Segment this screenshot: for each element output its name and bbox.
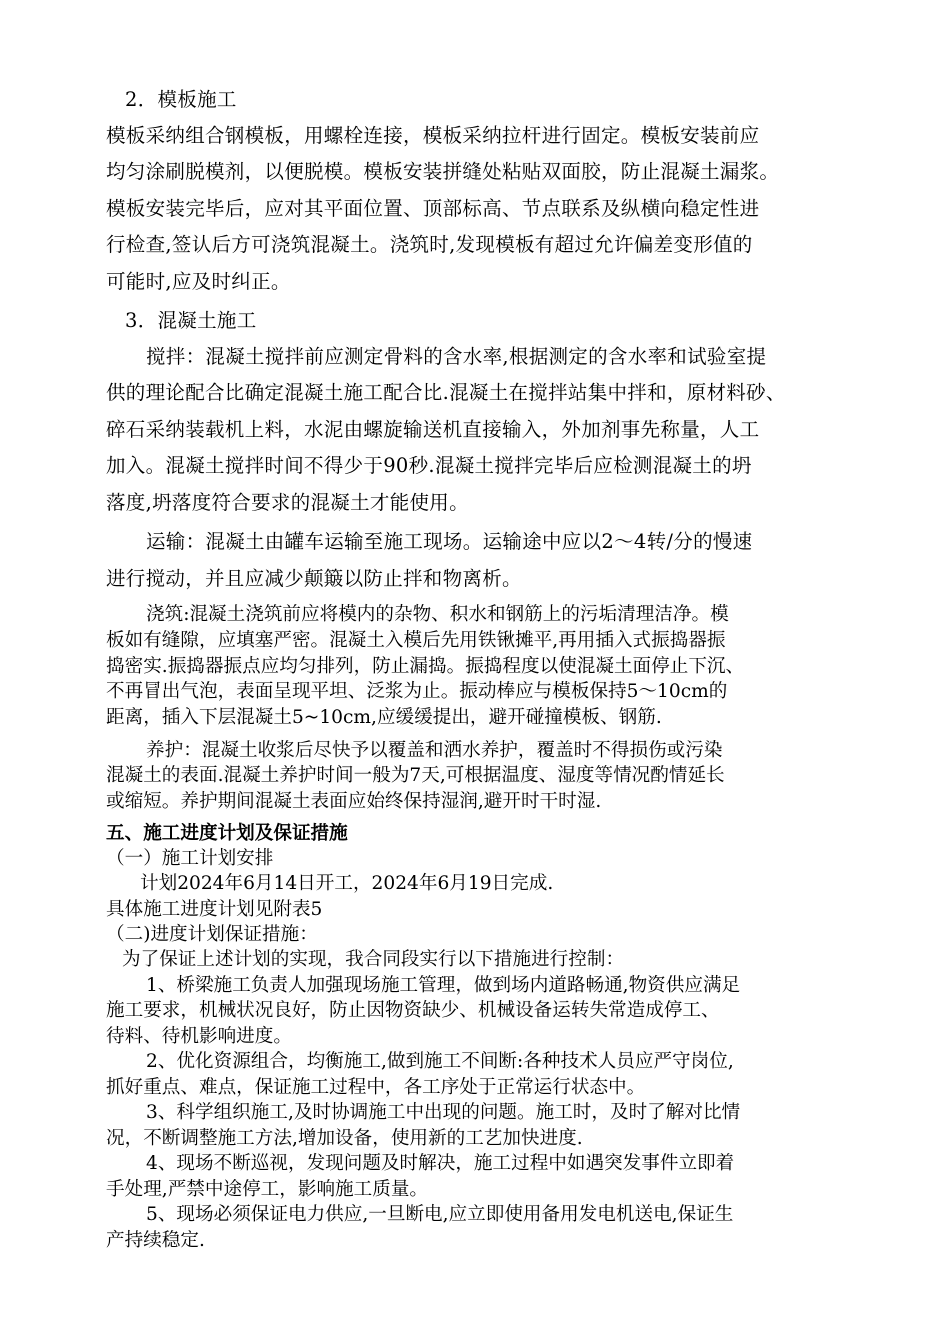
intro-line: 为了保证上述计划的实现，我合同段实行以下措施进行控制：	[122, 949, 625, 970]
paragraph-line: 不再冒出气泡，表面呈现平坦、泛浆为止。振动棒应与模板保持5～10cm的	[106, 681, 728, 702]
section-heading-concrete: 3．混凝土施工	[125, 309, 257, 332]
paragraph-line: 搅拌：混凝土搅拌前应测定骨料的含水率,根据测定的含水率和试验室提	[146, 345, 767, 368]
paragraph-line: 运输：混凝土由罐车运输至施工现场。运输途中应以2～4转/分的慢速	[146, 530, 753, 553]
measure-line: 施工要求，机械状况良好，防止因物资缺少、机械设备运转失常造成停工、	[106, 1000, 720, 1021]
measure-line: 2、优化资源组合，均衡施工,做到施工不间断:各种技术人员应严守岗位,	[146, 1051, 734, 1072]
paragraph-line: 距离，插入下层混凝土5~10cm,应缓缓提出，避开碰撞模板、钢筋.	[106, 707, 662, 728]
measure-line: 5、现场必须保证电力供应,一旦断电,应立即使用备用发电机送电,保证生	[146, 1204, 734, 1225]
measure-line: 3、科学组织施工,及时协调施工中出现的问题。施工时，及时了解对比情	[146, 1102, 741, 1123]
paragraph-line: 或缩短。养护期间混凝土表面应始终保持湿润,避开时干时湿.	[106, 791, 602, 812]
subsection-heading: （一）施工计划安排	[106, 848, 274, 869]
paragraph-line: 捣密实.振捣器振点应均匀排列，防止漏捣。振捣程度以使混凝土面停止下沉、	[106, 656, 745, 677]
paragraph-line: 落度,坍落度符合要求的混凝土才能使用。	[106, 491, 469, 514]
paragraph-line: 养护：混凝土收浆后尽快予以覆盖和洒水养护，覆盖时不得损伤或污染	[146, 740, 723, 761]
paragraph-line: 行检查,签认后方可浇筑混凝土。浇筑时,发现模板有超过允许偏差变形值的	[106, 233, 753, 256]
paragraph-line: 模板采纳组合钢模板，用螺栓连接，模板采纳拉杆进行固定。模板安装前应	[106, 124, 760, 147]
paragraph-line: 混凝土的表面.混凝土养护时间一般为7天,可根据温度、湿度等情况酌情延长	[106, 765, 725, 786]
measure-line: 抓好重点、难点，保证施工过程中，各工序处于正常运行状态中。	[106, 1077, 646, 1098]
paragraph-line: 模板安装完毕后，应对其平面位置、顶部标高、节点联系及纵横向稳定性进	[106, 197, 760, 220]
measure-line: 产持续稳定.	[106, 1230, 205, 1251]
paragraph-line: 进行搅动，并且应减少颠簸以防止拌和物离析。	[106, 567, 522, 590]
measure-line: 1、桥梁施工负责人加强现场施工管理，做到场内道路畅通,物资供应满足	[146, 975, 741, 996]
measure-line: 待料、待机影响进度。	[106, 1026, 292, 1047]
paragraph-line: 碎石采纳装载机上料，水泥由螺旋输送机直接输入，外加剂事先称量，人工	[106, 418, 760, 441]
paragraph-line: 浇筑:混凝土浇筑前应将模内的杂物、积水和钢筋上的污垢清理洁净。模	[146, 604, 729, 625]
plan-line: 计划2024年6月14日开工，2024年6月19日完成.	[140, 873, 554, 894]
measure-line: 手处理,严禁中途停工，影响施工质量。	[106, 1179, 429, 1200]
paragraph-line: 供的理论配合比确定混凝土施工配合比.混凝土在搅拌站集中拌和，原材料砂、	[106, 381, 786, 404]
measure-line: 况，不断调整施工方法,增加设备，使用新的工艺加快进度.	[106, 1128, 583, 1149]
section-heading-formwork: 2．模板施工	[125, 88, 237, 111]
paragraph-line: 均匀涂刷脱模剂，以便脱模。模板安装拼缝处粘贴双面胶，防止混凝土漏浆。	[106, 160, 780, 183]
attachment-line: 具体施工进度计划见附表5	[106, 899, 323, 920]
subsection-heading: （二)进度计划保证措施：	[106, 924, 318, 945]
paragraph-line: 板如有缝隙，应填塞严密。混凝土入模后先用铁锹摊平,再用插入式振捣器振	[106, 630, 726, 651]
paragraph-line: 加入。混凝土搅拌时间不得少于90秒.混凝土搅拌完毕后应检测混凝土的坍	[106, 454, 752, 477]
paragraph-line: 可能时,应及时纠正。	[106, 270, 291, 293]
measure-line: 4、现场不断巡视，发现问题及时解决，施工过程中如遇突发事件立即着	[146, 1153, 735, 1174]
section-heading-schedule: 五、施工进度计划及保证措施	[106, 823, 348, 844]
